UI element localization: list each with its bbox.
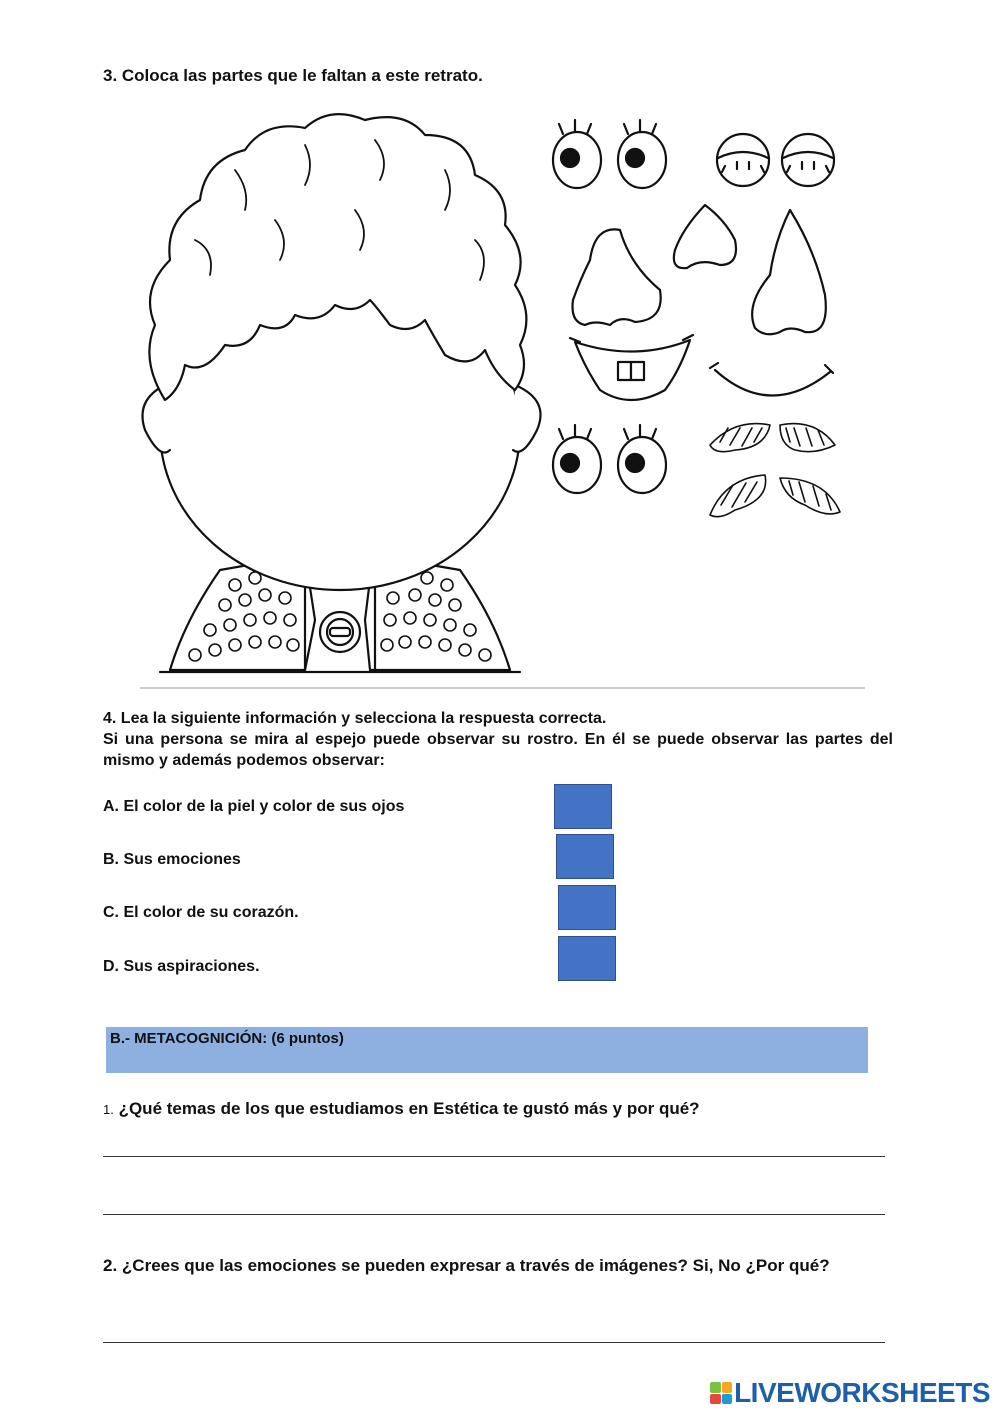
- question-4-lead: 4. Lea la siguiente información y selecciona la respuesta correcta.: [103, 710, 607, 727]
- option-d-label: D. Sus aspiraciones.: [103, 958, 260, 975]
- option-c-label: C. El color de su corazón.: [103, 904, 299, 921]
- option-d-answer-box[interactable]: [558, 936, 616, 981]
- metacognition-question-2: [103, 1254, 898, 1277]
- option-b-label: B. Sus emociones: [103, 851, 241, 868]
- question-2-answer-line[interactable]: [103, 1320, 885, 1343]
- question-2-number: 2.: [103, 1256, 118, 1275]
- section-title: B.- METACOGNICIÓN: (6 puntos): [110, 1030, 344, 1047]
- metacognition-section-header: [106, 1027, 868, 1073]
- option-a-answer-box[interactable]: [554, 784, 612, 829]
- option-b-answer-box[interactable]: [556, 834, 614, 879]
- brand-text: LIVEWORKSHEETS: [734, 1377, 990, 1408]
- question-1-number: 1.: [103, 1102, 114, 1117]
- question-1-answer-line-1[interactable]: [103, 1134, 885, 1157]
- portrait-illustration: [125, 100, 865, 695]
- question-4-title: [103, 708, 893, 771]
- metacognition-question-1: [103, 1097, 898, 1121]
- option-a-label: A. El color de la piel y color de sus ojos: [103, 798, 405, 815]
- question-1-answer-line-2[interactable]: [103, 1192, 885, 1215]
- question-1-text: ¿Qué temas de los que estudiamos en Estética te gustó más y por qué?: [118, 1099, 700, 1118]
- question-3-title: 3. Coloca las partes que le faltan a este retrato.: [103, 66, 483, 85]
- question-4-body: Si una persona se mira al espejo puede observar su rostro. En él se puede observar las partes del mismo y además podemos observar:: [103, 731, 893, 769]
- option-c-answer-box[interactable]: [558, 885, 616, 930]
- brand-mark-icon: [710, 1382, 732, 1404]
- question-2-text: ¿Crees que las emociones se pueden expresar a través de imágenes? Si, No ¿Por qué?: [121, 1256, 830, 1275]
- liveworksheets-logo: [710, 1377, 990, 1409]
